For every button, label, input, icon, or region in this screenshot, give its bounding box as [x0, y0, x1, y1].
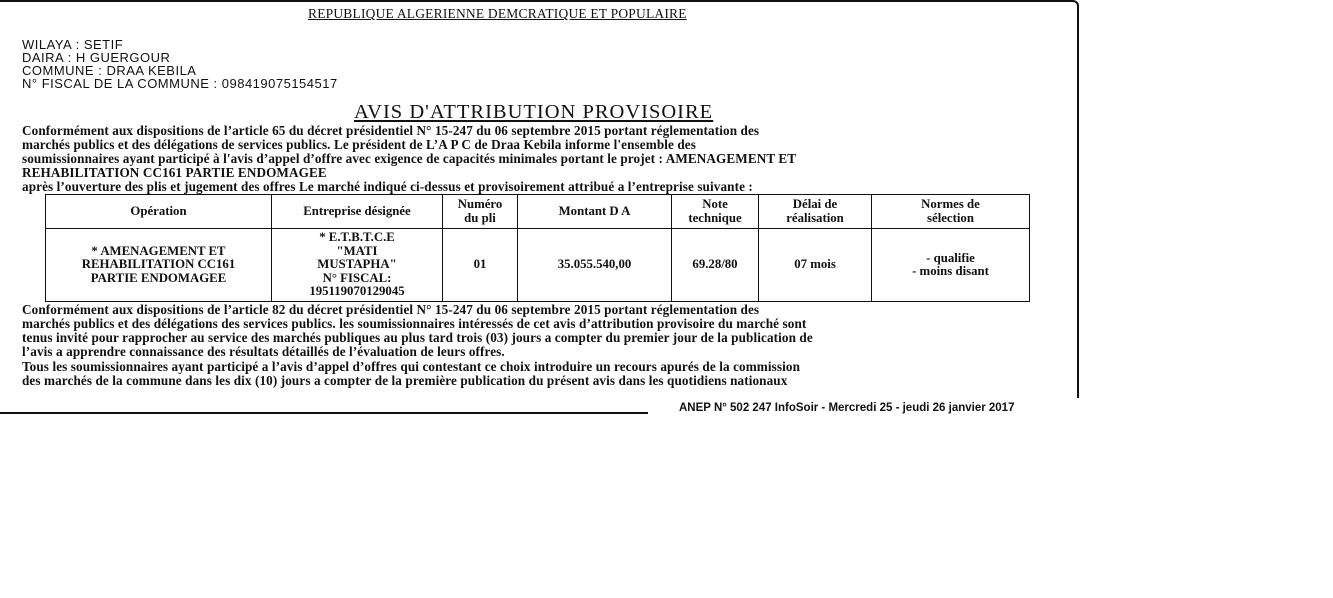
cell-operation: * AMENAGEMENT ET REHABILITATION CC161 PARTIE ENDOMAGEE: [46, 229, 272, 302]
cell-entreprise: * E.T.B.T.C.E "MATI MUSTAPHA" N° FISCAL: 195119070129045: [272, 229, 443, 302]
table-row: [46, 229, 1030, 302]
col-note-header: Note technique: [672, 195, 759, 229]
col-montant-header: Montant D A: [518, 195, 672, 229]
notice-title: AVIS D'ATTRIBUTION PROVISOIRE: [354, 101, 714, 123]
wilaya-line: WILAYA : SETIF: [22, 37, 124, 52]
publication-footer: ANEP N° 502 247 InfoSoir - Mercredi 25 - jeudi 26 janvier 2017: [679, 402, 1015, 414]
col-numero-header: Numéro du pli: [443, 195, 518, 229]
closing-line: l’avis a apprendre connaissance des résultats détaillés de l’évaluation de leurs offres.: [22, 344, 505, 359]
closing-line: Tous les soumissionnaires ayant participé a l’avis d’appel d’offres qui contestant ce choix introduire un recours apurés de la commission: [22, 359, 801, 374]
col-delai-header: Délai de réalisation: [759, 195, 872, 229]
cell-numero: 01: [443, 229, 518, 302]
cell-montant: 35.055.540,00: [518, 229, 672, 302]
attribution-table: [45, 194, 1030, 302]
col-entreprise-header: Entreprise désignée: [272, 195, 443, 229]
intro-line: marchés publics et des délégations de services publics. Le président de L’A P C de Draa Kebila informe l'ensemble des: [22, 137, 696, 152]
cell-delai: 07 mois: [759, 229, 872, 302]
intro-line: REHABILITATION CC161 PARTIE ENDOMAGEE: [22, 165, 327, 180]
intro-line: Conformément aux dispositions de l’article 65 du décret présidentiel N° 15-247 du 06 septembre 2015 portant réglementation des: [22, 123, 760, 138]
fiscal-number-line: N° FISCAL DE LA COMMUNE : 098419075154517: [22, 76, 338, 91]
republic-header: REPUBLIQUE ALGERIENNE DEMCRATIQUE ET POPULAIRE: [308, 6, 687, 21]
col-normes-header: Normes de sélection: [872, 195, 1030, 229]
daira-line: DAIRA : H GUERGOUR: [22, 50, 171, 65]
cell-normes: - qualifie - moins disant: [872, 229, 1030, 302]
intro-line: soumissionnaires ayant participé à l'avis d’appel d’offre avec exigence de capacités minimales portant le projet : AMENAGEMENT ET: [22, 151, 797, 166]
commune-line: COMMUNE : DRAA KEBILA: [22, 63, 197, 78]
closing-line: des marchés de la commune dans les dix (10) jours a compter de la première publication du présent avis dans les quotidiens nationaux: [22, 373, 788, 388]
table-header-row: [46, 195, 1030, 229]
closing-line: marchés publics et des délégations des services publics. les soumissionnaires intéressés de cet avis d’attribution provisoire du marché sont: [22, 316, 807, 331]
closing-line: Conformément aux dispositions de l’article 82 du décret présidentiel N° 15-247 du 06 septembre 2015 portant réglementation des: [22, 302, 760, 317]
closing-line: tenus invité pour rapprocher au service des marchés publiques au plus tard trois (03) jours a compter du premier jour de la publication de: [22, 330, 813, 345]
intro-line: après l’ouverture des plis et jugement des offres Le marché indiqué ci-dessus et provisoirement attribué a l’entreprise suivante :: [22, 179, 753, 194]
cell-note: 69.28/80: [672, 229, 759, 302]
col-operation-header: Opération: [46, 195, 272, 229]
